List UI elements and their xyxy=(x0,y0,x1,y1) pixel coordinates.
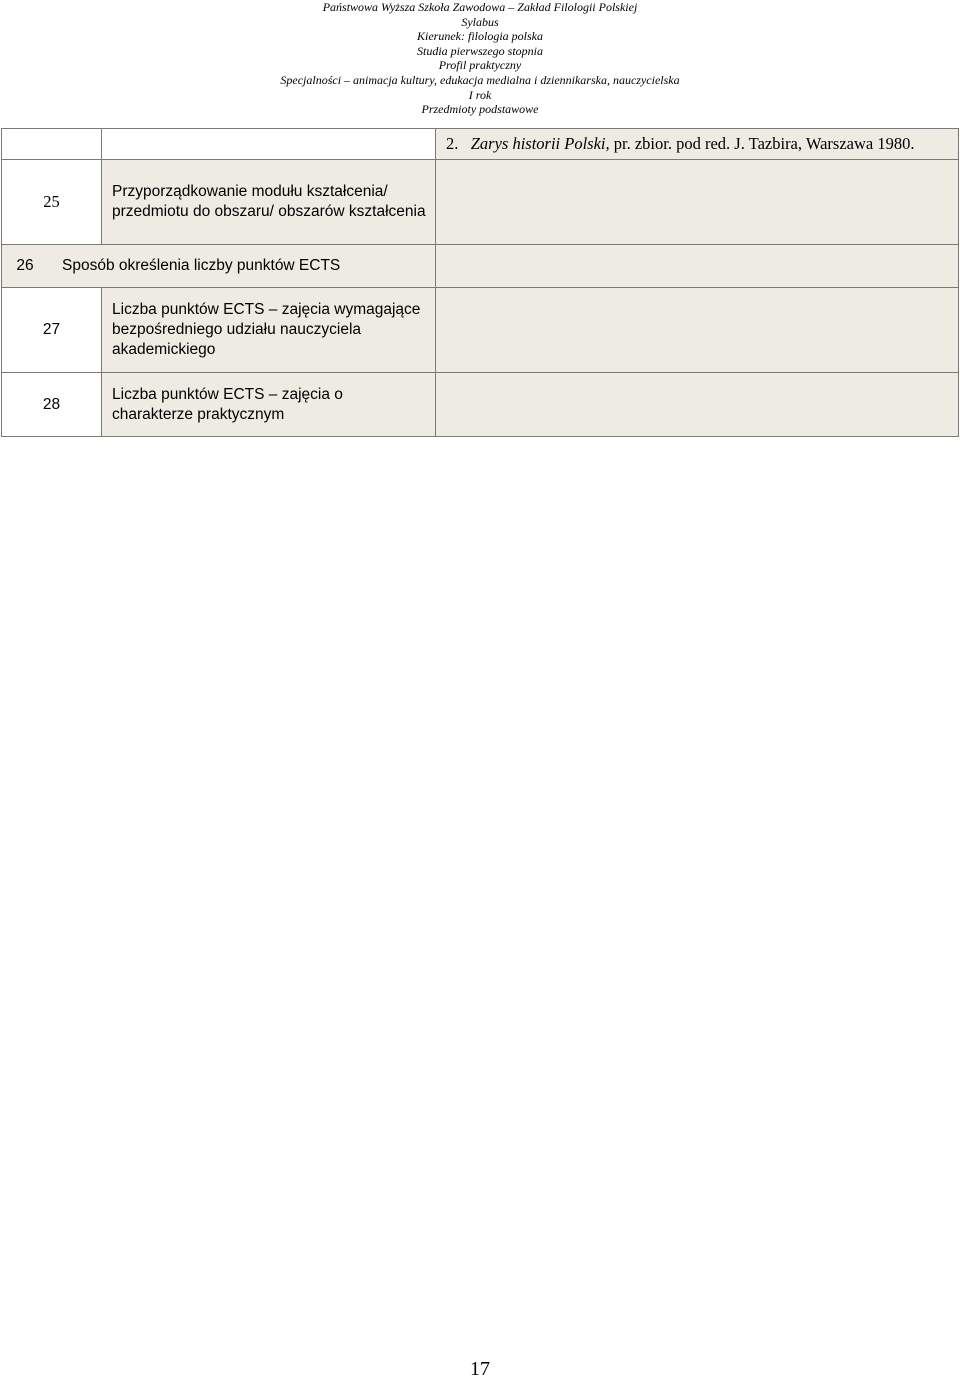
header-line-profile: Profil praktyczny xyxy=(438,58,522,73)
header-line-specialties: Specjalności – animacja kultury, edukacja medialna i dziennikarska, nauczycielska xyxy=(280,72,680,87)
empty-number-cell xyxy=(2,129,102,160)
header-line-doc-type: Sylabus xyxy=(461,14,499,29)
table-row xyxy=(2,288,959,373)
header-line-year: I rok xyxy=(468,87,492,102)
table-row xyxy=(2,373,959,437)
row-number: 26 xyxy=(16,257,34,274)
row-number: 25 xyxy=(2,160,102,245)
page-number: 17 xyxy=(470,1358,490,1380)
syllabus-table xyxy=(1,128,959,437)
table-row xyxy=(2,245,959,288)
header-line-institution: Państwowa Wyższa Szkoła Zawodowa – Zakład Filologii Polskiej xyxy=(322,0,638,14)
header-line-field: Kierunek: filologia polska xyxy=(417,29,543,44)
row-value xyxy=(436,373,959,437)
header-line-subject-group: Przedmioty podstawowe xyxy=(421,102,539,117)
row-value xyxy=(436,288,959,373)
page-header xyxy=(0,0,960,117)
reference-cell xyxy=(436,129,959,160)
reference-number: 2. xyxy=(446,134,459,153)
row-number: 27 xyxy=(2,288,102,373)
table-row xyxy=(2,160,959,245)
row-label: Liczba punktów ECTS – zajęcia o charakterze praktycznym xyxy=(102,373,436,437)
empty-label-cell xyxy=(102,129,436,160)
row-label: Przyporządkowanie modułu kształcenia/ przedmiotu do obszaru/ obszarów kształcenia xyxy=(102,160,436,245)
row-number: 28 xyxy=(2,373,102,437)
row-value xyxy=(436,160,959,245)
row-label: Liczba punktów ECTS – zajęcia wymagające bezpośredniego udziału nauczyciela akademickiego xyxy=(102,288,436,373)
row-value xyxy=(436,245,959,288)
reference-details: , pr. zbior. pod red. J. Tazbira, Warszawa 1980. xyxy=(605,134,915,153)
row-number-and-label xyxy=(2,245,436,288)
reference-title: Zarys historii Polski xyxy=(470,134,606,153)
table-row-reference xyxy=(2,129,959,160)
header-line-level: Studia pierwszego stopnia xyxy=(416,43,543,58)
row-label: Sposób określenia liczby punktów ECTS xyxy=(62,257,341,274)
